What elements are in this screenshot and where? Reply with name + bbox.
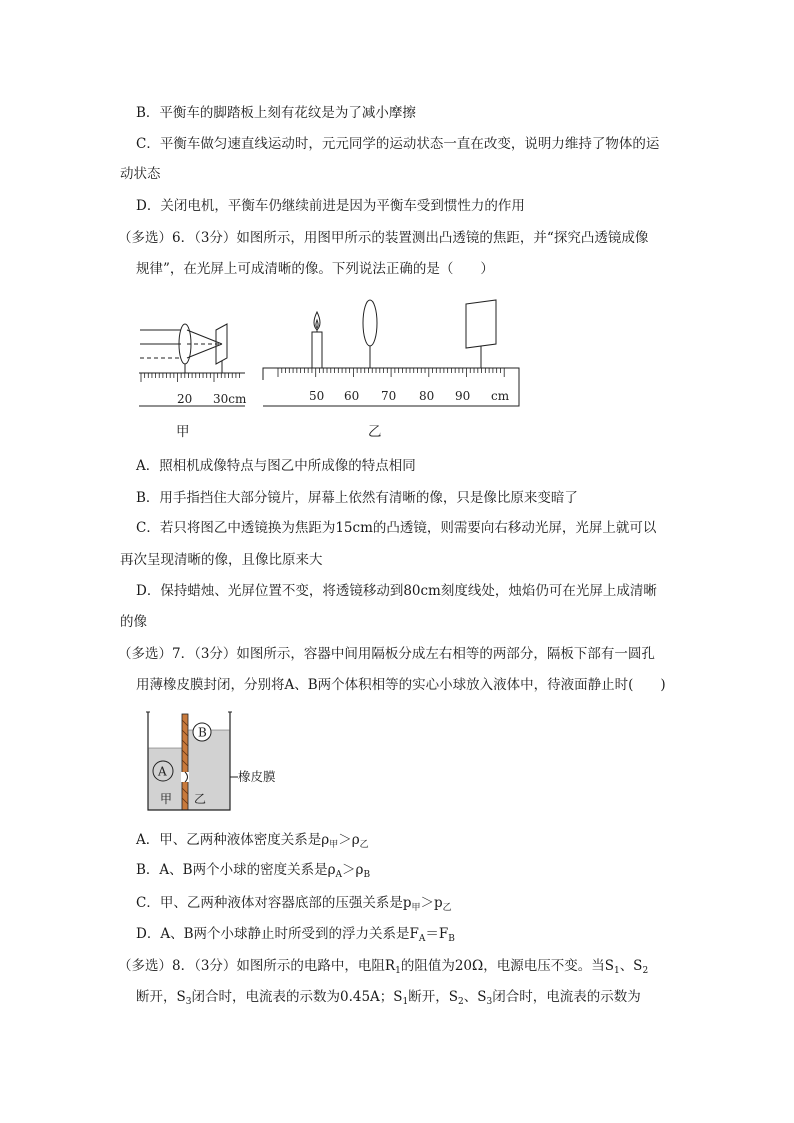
svg-text:A: A <box>158 764 167 779</box>
q5-option-d: D．关闭电机，平衡车仍继续前进是因为平衡车受到惯性力的作用 <box>136 198 525 214</box>
q5-option-b: B．平衡车的脚踏板上刻有花纹是为了减小摩擦 <box>136 105 416 121</box>
figure-jia <box>135 318 247 418</box>
q6-option-b: B．用手指挡住大部分镜片，屏幕上依然有清晰的像，只是像比原来变暗了 <box>136 490 578 506</box>
jia-ruler-ticks <box>141 373 240 382</box>
label-membrane: 橡皮膜 <box>238 769 276 784</box>
yi-tick-60: 60 <box>344 389 360 403</box>
figure-yi <box>260 298 522 414</box>
label-yi: 乙 <box>194 792 207 806</box>
q7-option-a: A．甲、乙两种液体密度关系是$\rho_甲>\rho_乙$ <box>136 832 369 850</box>
q6-option-c-line1: C．若只将图乙中透镜换为焦距为15cm的凸透镜，则需要向右移动光屏，光屏上就可以 <box>136 520 657 536</box>
jia-tick-30cm: 30cm <box>213 392 247 406</box>
figure-container <box>140 708 300 812</box>
figure-yi-label: 乙 <box>368 424 382 440</box>
yi-tick-50: 50 <box>309 389 325 403</box>
svg-text:B: B <box>198 725 207 740</box>
yi-ruler-ticks <box>278 368 504 377</box>
yi-tick-cm: cm <box>491 389 510 403</box>
q7-stem-line2: 用薄橡皮膜封闭，分别将A、B两个体积相等的实心小球放入液体中，待液面静止时( ) <box>136 677 666 693</box>
q6-stem-line2: 规律”，在光屏上可成清晰的像。下列说法正确的是（ ） <box>136 261 494 277</box>
q6-option-d-line1: D．保持蜡烛、光屏位置不变，将透镜移动到80cm刻度线处，烛焰仍可在光屏上成清晰 <box>136 583 657 599</box>
q6-stem-line1: （多选）6．（3分）如图所示，用图甲所示的装置测出凸透镜的焦距，并“探究凸透镜成像 <box>118 230 649 246</box>
yi-tick-70: 70 <box>381 389 397 403</box>
partition <box>182 714 188 810</box>
jia-tick-20: 20 <box>177 392 193 406</box>
q7-stem-line1: （多选）7．（3分）如图所示，容器中间用隔板分成左右相等的两部分，隔板下部有一圆孔 <box>118 646 655 662</box>
q6-option-c-line2: 再次呈现清晰的像，且像比原来大 <box>120 552 323 568</box>
q6-option-d-line2: 的像 <box>120 614 147 630</box>
yi-tick-80: 80 <box>419 389 435 403</box>
label-jia: 甲 <box>160 792 173 806</box>
q5-option-c-line2: 动状态 <box>120 166 161 182</box>
q6-option-a: A．照相机成像特点与图乙中所成像的特点相同 <box>136 458 416 474</box>
q8-stem-line1: （多选）8．（3分）如图所示的电路中，电阻$R_1$的阻值为20Ω，电源电压不变。当$S_1$、$S_2$ <box>118 958 649 976</box>
q8-stem-line2: 断开，$S_3$闭合时，电流表的示数为0.45A；$S_1$断开，$S_2$、$S_3$闭合时，电流表的示数为 <box>136 989 641 1007</box>
q7-option-d: D．A、B两个小球静止时所受到的浮力关系是$F_A=F_B$ <box>136 926 455 944</box>
q5-option-c-line1: C．平衡车做匀速直线运动时，元元同学的运动状态一直在改变，说明力维持了物体的运 <box>136 136 660 152</box>
q7-option-b: B．A、B两个小球的密度关系是$\rho_A>\rho_B$ <box>136 862 371 880</box>
q7-option-c: C．甲、乙两种液体对容器底部的压强关系是$p_甲>p_乙$ <box>136 895 452 913</box>
yi-tick-90: 90 <box>455 389 471 403</box>
figure-jia-label: 甲 <box>176 424 190 440</box>
